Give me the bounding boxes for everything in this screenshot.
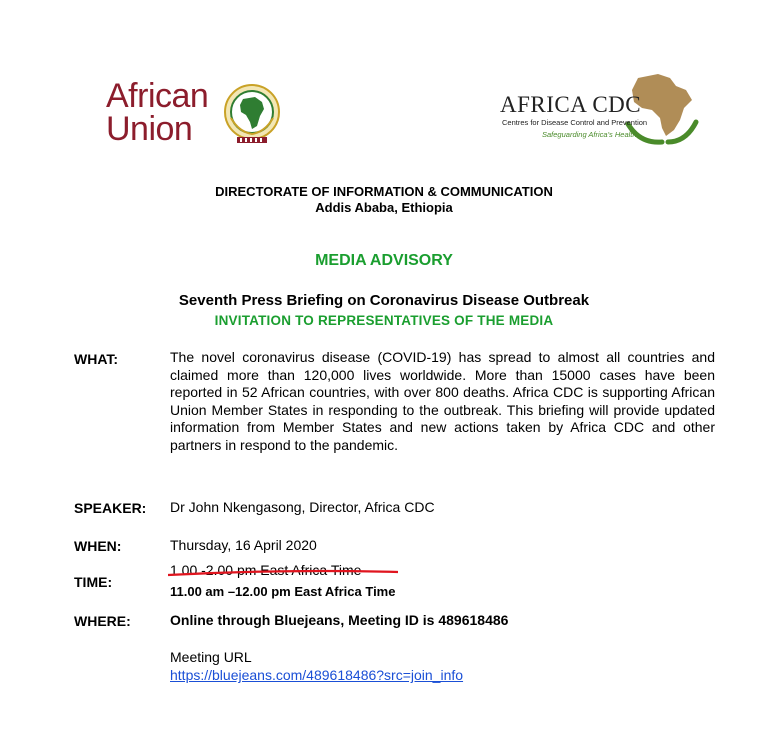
when-value: Thursday, 16 April 2020 (170, 537, 317, 553)
speaker-label: SPEAKER: (74, 500, 147, 516)
cdc-subtitle: Centres for Disease Control and Prevention (502, 118, 648, 127)
meeting-url-label: Meeting URL (170, 649, 252, 665)
media-advisory-title: MEDIA ADVISORY (315, 252, 453, 269)
invitation-subtitle: INVITATION TO REPRESENTATIVES OF THE MEDIA (214, 313, 554, 328)
au-line-2: Union (106, 110, 193, 148)
where-value: Online through Bluejeans, Meeting ID is 489618486 (170, 612, 509, 628)
african-union-wordmark (106, 77, 209, 148)
meeting-url-link[interactable]: https://bluejeans.com/489618486?src=join_info (170, 667, 464, 683)
where-label: WHERE: (74, 613, 131, 629)
when-label: WHEN: (74, 538, 122, 554)
time-new-value: 11.00 am –12.00 pm East Africa Time (170, 584, 396, 599)
time-label: TIME: (74, 574, 113, 590)
time-old-value (170, 562, 361, 578)
african-union-logo (106, 77, 296, 150)
directorate-heading: DIRECTORATE OF INFORMATION & COMMUNICATION (215, 184, 553, 199)
africa-cdc-logo (500, 72, 700, 152)
speaker-value: Dr John Nkengasong, Director, Africa CDC (170, 499, 435, 515)
cdc-tagline: Safeguarding Africa's Health (542, 130, 637, 139)
strikethrough-mark (168, 568, 398, 578)
cdc-title: AFRICA CDC (500, 92, 642, 117)
briefing-title: Seventh Press Briefing on Coronavirus Disease Outbreak (178, 292, 590, 309)
location-heading: Addis Ababa, Ethiopia (315, 200, 453, 215)
what-label: WHAT: (74, 351, 119, 367)
what-description: The novel coronavirus disease (COVID-19) has spread to almost all countries and claimed more than 120,000 lives worldwide. More than 15000 cases have been reported in 52 African countries, with over 800 deaths. Africa CDC is supporting African Union Member States in responding to the outbreak. This briefing will provide updated information from Member States and new actions taken by Africa CDC and other partners in respond to the pandemic. (170, 349, 715, 453)
time-old-text: 1.00 -2.00 pm East Africa Time (170, 562, 362, 578)
au-line-1: African (106, 77, 209, 115)
au-emblem-icon (219, 82, 285, 146)
